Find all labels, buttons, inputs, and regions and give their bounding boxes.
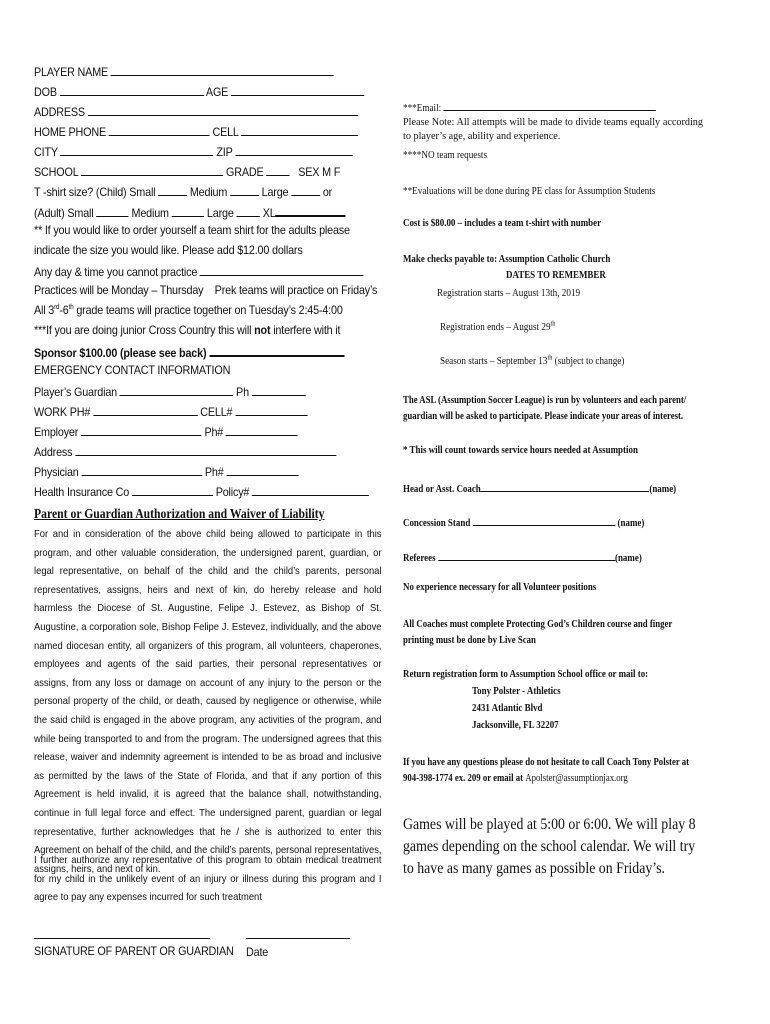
player-name-row: PLAYER NAME — [34, 63, 334, 79]
cross-country-row: ***If you are doing junior Cross Country this will not interfere with it — [34, 323, 341, 337]
head-coach-row: Head or Asst. Coach (name) — [403, 479, 676, 495]
season-start: Season starts – September 13th (subject to change) — [440, 353, 625, 367]
signature-label: SIGNATURE OF PARENT OR GUARDIAN — [34, 944, 234, 958]
dob-age-row: DOB AGE — [34, 83, 364, 99]
signature-line[interactable] — [34, 938, 210, 939]
emergency-heading: EMERGENCY CONTACT INFORMATION — [34, 363, 231, 377]
adult-shirt-note-2: indicate the size you would like. Please add $12.00 dollars — [34, 243, 303, 257]
questions-note: If you have any questions please do not hesitate to call Coach Tony Polster at 904-398-1774 ex. 209 or email at Apolster@assumptionjax.org — [403, 757, 690, 784]
service-hours-note: * This will count towards service hours needed at Assumption — [403, 445, 638, 456]
team-note: Please Note: All attempts will be made to divide teams equally according to player’s age, ability and experience. — [403, 117, 703, 142]
address-field[interactable] — [88, 103, 358, 116]
emergency-address-row: Address — [34, 443, 336, 459]
adult-tshirt-row: (Adult) Small Medium Large XL — [34, 203, 346, 220]
evaluations-note: **Evaluations will be done during PE class for Assumption Students — [403, 186, 656, 197]
medical-authorization: I further authorize any representative of this program to obtain medical treatment for my child in the unlikely event of an injury or illness during this program and I agree to pay any expenses incurred for such treatment — [34, 855, 382, 904]
referees-field[interactable] — [438, 548, 615, 561]
asl-note: The ASL (Assumption Soccer League) is run by volunteers and each parent/ guardian will be asked to participate. Please indicate your areas of interest. — [403, 395, 687, 422]
availability-row: Any day & time you cannot practice — [34, 263, 364, 279]
guardian-phone-field[interactable] — [252, 383, 306, 396]
work-phone-field[interactable] — [93, 403, 197, 416]
home-phone-field[interactable] — [109, 123, 210, 136]
waiver-body: For and in consideration of the above child being allowed to participate in this program, and other valuable consideration, the undersigned parent, guardian, or legal representative, on behalf of the child and the child’s parents, personal representatives, assigns, heirs and next of kin, do hereby release and hold harmless the Diocese of St. Augustine, Felipe J. Estevez, as Bishop of St. Augustine, a corporation sole, Bishop Felipe J. Estevez, individually, and the above named diocesan entity, all organizers of this program, all volunteers, chaperones, employees and agents of the said parties, their personal representatives or assigns, from any loss or damage on account of any injury to the person or the personal property of the child, or death, caused by negligence or otherwise, while the said child is engaged in the above program, any activities of the program, and while being transported to and from the program. The undersigned agrees that this release, waiver and indemnity agreement is intended to be as broad and inclusive as permitted by the laws of the State of Florida, and that if any portion of this Agreement is held invalid, it is agreed that the balance shall, notwithstanding, continue in full legal force and effect. The undersigned parent, guardian or legal representative, further acknowledges that he / she is authorized to enter this Agreement on behalf of the child, and the child’s parents, personal representatives, assigns, heirs, and next of kin. — [34, 529, 382, 875]
work-phone-row: WORK PH# CELL# — [34, 403, 307, 419]
employer-field[interactable] — [81, 423, 202, 436]
concession-row: Concession Stand (name) — [403, 513, 644, 529]
city-zip-row: CITY ZIP — [34, 143, 352, 159]
insurance-field[interactable] — [132, 483, 213, 496]
child-medium-field[interactable] — [230, 183, 259, 196]
school-row: SCHOOL GRADE SEX M F — [34, 165, 341, 179]
registration-start: Registration starts – August 13th, 2019 — [437, 288, 581, 299]
adult-small-field[interactable] — [96, 204, 128, 217]
sponsor-field[interactable] — [209, 343, 344, 357]
emergency-cell-field[interactable] — [235, 403, 307, 416]
head-coach-field[interactable] — [481, 479, 650, 492]
availability-field[interactable] — [200, 263, 364, 276]
cost-note: Cost is $80.00 – includes a team t-shirt with number — [403, 218, 602, 229]
adult-large-field[interactable] — [236, 204, 259, 217]
address-row: ADDRESS — [34, 103, 358, 119]
sponsor-row: Sponsor $100.00 (please see back) — [34, 343, 344, 360]
adult-medium-field[interactable] — [172, 204, 204, 217]
adult-shirt-note-1: ** If you would like to order yourself a team shirt for the adults please — [34, 223, 350, 237]
dates-heading: DATES TO REMEMBER — [506, 270, 606, 281]
employer-phone-field[interactable] — [226, 423, 298, 436]
player-name-field[interactable] — [111, 63, 334, 76]
physician-field[interactable] — [81, 463, 202, 476]
date-line[interactable] — [246, 938, 350, 939]
physician-row: Physician Ph# — [34, 463, 298, 479]
email-field[interactable] — [444, 98, 656, 111]
no-team-requests: ****NO team requests — [403, 150, 488, 161]
mail-address-city: Jacksonville, FL 32207 — [472, 720, 559, 731]
referees-row: Referees (name) — [403, 548, 642, 564]
child-small-field[interactable] — [158, 183, 187, 196]
emergency-address-field[interactable] — [75, 443, 336, 456]
dob-field[interactable] — [60, 83, 204, 96]
phone-row: HOME PHONE CELL — [34, 123, 358, 139]
physician-phone-field[interactable] — [226, 463, 298, 476]
zip-field[interactable] — [235, 143, 352, 156]
no-experience-note: No experience necessary for all Volunteer positions — [403, 582, 597, 593]
waiver-title: Parent or Guardian Authorization and Waiver of Liability — [34, 506, 325, 521]
child-large-field[interactable] — [291, 183, 320, 196]
child-tshirt-row: T -shirt size? (Child) Small Medium Large or — [34, 185, 333, 199]
contact-email[interactable]: Apolster@assumptionjax.org — [525, 773, 628, 784]
practice-schedule-row: Practices will be Monday – Thursday Prek teams will practice on Friday’s — [34, 283, 378, 297]
grade-practice-row: All 3rd-6th grade teams will practice together on Tuesday’s 2:45-4:00 — [34, 303, 343, 317]
grade-field[interactable] — [266, 163, 289, 176]
school-field[interactable] — [81, 163, 223, 176]
age-field[interactable] — [231, 83, 364, 96]
mail-address-street: 2431 Atlantic Blvd — [472, 703, 543, 714]
concession-field[interactable] — [473, 513, 616, 526]
games-note: Games will be played at 5:00 or 6:00. We will play 8 games depending on the school calendar. We will try to have as many games as possible on Friday’s. — [403, 816, 696, 877]
cell-field[interactable] — [241, 123, 358, 136]
guardian-row: Player’s Guardian Ph — [34, 383, 306, 399]
return-instructions: Return registration form to Assumption School office or mail to: — [403, 669, 649, 680]
city-field[interactable] — [61, 143, 214, 156]
email-row: ***Email: — [403, 98, 656, 114]
insurance-row: Health Insurance Co Policy# — [34, 483, 369, 499]
employer-row: Employer Ph# — [34, 423, 298, 439]
date-label: Date — [246, 945, 269, 959]
registration-end: Registration ends – August 29th — [440, 319, 556, 333]
guardian-field[interactable] — [120, 383, 233, 396]
checks-payable: Make checks payable to: Assumption Catholic Church — [403, 254, 611, 265]
mail-address-name: Tony Polster - Athletics — [472, 686, 561, 697]
coaches-requirement: All Coaches must complete Protecting God’s Children course and finger printing must be done by Live Scan — [403, 619, 673, 646]
adult-xl-field[interactable] — [276, 203, 346, 217]
policy-field[interactable] — [252, 483, 369, 496]
